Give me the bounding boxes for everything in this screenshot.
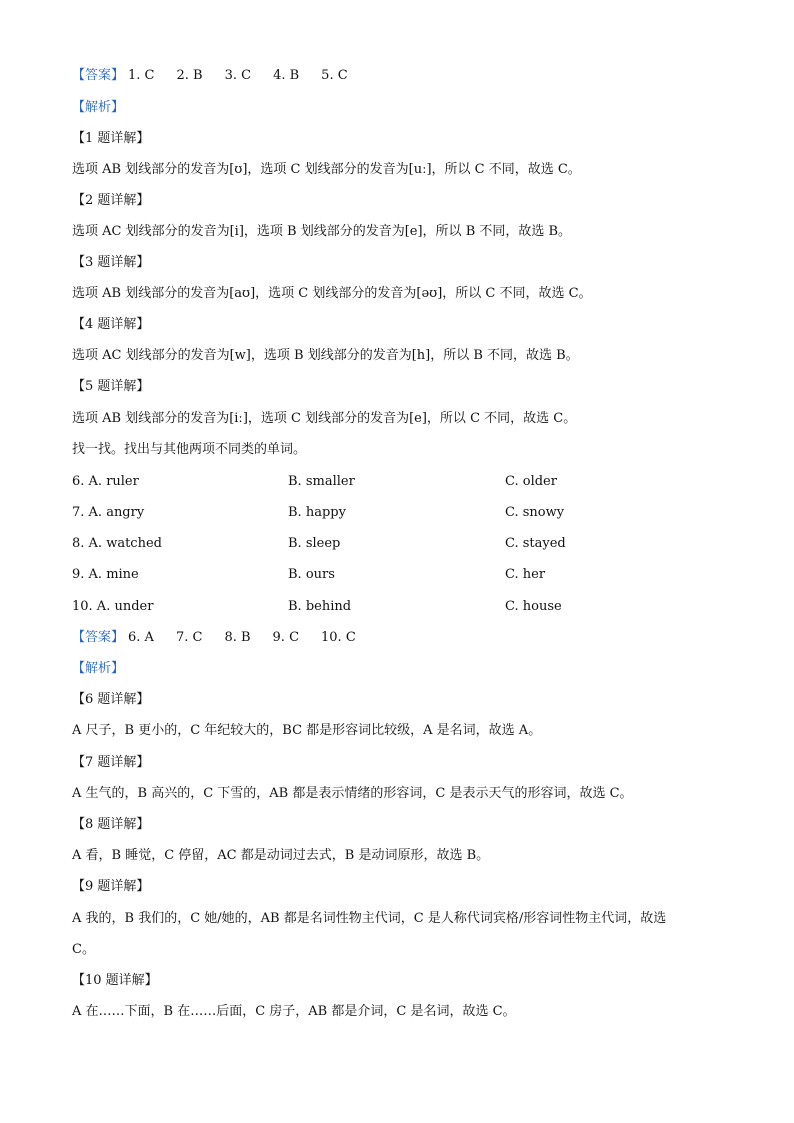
answer-tag: 【答案】 — [72, 630, 125, 645]
option-b: B. behind — [288, 599, 352, 614]
option-b: B. happy — [288, 505, 346, 520]
question-row — [72, 566, 732, 584]
option-a: 6. A. ruler — [72, 474, 139, 489]
detail-text: 选项 AC 划线部分的发音为[w]，选项 B 划线部分的发音为[h]，所以 B 不同，故选 B。 — [72, 348, 579, 363]
detail-text: 选项 AB 划线部分的发音为[iː]，选项 C 划线部分的发音为[e]，所以 C 不同，故选 C。 — [72, 411, 577, 426]
detail-text: A 看，B 睡觉，C 停留，AC 都是动词过去式，B 是动词原形，故选 B。 — [72, 848, 490, 863]
detail-heading: 【8 题详解】 — [72, 817, 150, 832]
analysis-tag: 【解析】 — [72, 661, 125, 676]
question-row — [72, 535, 732, 553]
detail-text: A 尺子，B 更小的，C 年纪较大的，BC 都是形容词比较级，A 是名词，故选 A。 — [72, 723, 542, 738]
answer-item: 9. C — [272, 630, 300, 645]
option-b: B. smaller — [288, 474, 355, 489]
detail-text: 选项 AC 划线部分的发音为[i]，选项 B 划线部分的发音为[e]，所以 B 不同，故选 B。 — [72, 224, 572, 239]
detail-heading: 【10 题详解】 — [72, 973, 158, 988]
detail-heading: 【1 题详解】 — [72, 131, 150, 146]
question-row — [72, 473, 732, 491]
detail-heading: 【7 题详解】 — [72, 755, 150, 770]
answer-line-6-10 — [72, 629, 378, 647]
detail-text: 选项 AB 划线部分的发音为[ʊ]，选项 C 划线部分的发音为[uː]，所以 C 不同，故选 C。 — [72, 162, 581, 177]
question-row — [72, 598, 732, 616]
option-b: B. sleep — [288, 536, 341, 551]
detail-text-continued: C。 — [72, 942, 95, 957]
detail-text: A 生气的，B 高兴的，C 下雪的，AB 都是表示情绪的形容词，C 是表示天气的形容词，故选 C。 — [72, 786, 633, 801]
answer-item: 10. C — [321, 630, 356, 645]
answer-item: 4. B — [273, 68, 300, 83]
detail-text: A 我的，B 我们的，C 她/她的，AB 都是名词性物主代词，C 是人称代词宾格/形容词性物主代词，故选 — [72, 911, 667, 926]
detail-heading: 【9 题详解】 — [72, 879, 150, 894]
option-c: C. stayed — [505, 536, 566, 551]
question-row — [72, 504, 732, 522]
detail-heading: 【6 题详解】 — [72, 692, 150, 707]
detail-text: A 在……下面，B 在……后面，C 房子，AB 都是介词，C 是名词，故选 C。 — [72, 1004, 516, 1019]
option-c: C. older — [505, 474, 557, 489]
option-c: C. her — [505, 567, 546, 582]
option-a: 10. A. under — [72, 599, 154, 614]
detail-heading: 【3 题详解】 — [72, 255, 150, 270]
answer-item: 2. B — [176, 68, 203, 83]
option-a: 7. A. angry — [72, 505, 145, 520]
option-a: 8. A. watched — [72, 536, 162, 551]
answer-tag: 【答案】 — [72, 68, 125, 83]
answer-item: 8. B — [224, 630, 251, 645]
detail-text: 选项 AB 划线部分的发音为[aʊ]，选项 C 划线部分的发音为[əʊ]，所以 C 不同，故选 C。 — [72, 286, 592, 301]
detail-heading: 【2 题详解】 — [72, 193, 150, 208]
detail-heading: 【5 题详解】 — [72, 379, 150, 394]
answer-item: 6. A — [128, 630, 154, 645]
option-a: 9. A. mine — [72, 567, 139, 582]
section-instruction: 找一找。找出与其他两项不同类的单词。 — [72, 442, 307, 457]
answer-line-1-5 — [72, 67, 370, 85]
analysis-tag: 【解析】 — [72, 100, 125, 115]
answer-item: 5. C — [321, 68, 348, 83]
answer-item: 7. C — [175, 630, 203, 645]
option-c: C. house — [505, 599, 562, 614]
answer-item: 3. C — [224, 68, 252, 83]
detail-heading: 【4 题详解】 — [72, 317, 150, 332]
option-b: B. ours — [288, 567, 335, 582]
answer-item: 1. C — [128, 68, 155, 83]
option-c: C. snowy — [505, 505, 565, 520]
